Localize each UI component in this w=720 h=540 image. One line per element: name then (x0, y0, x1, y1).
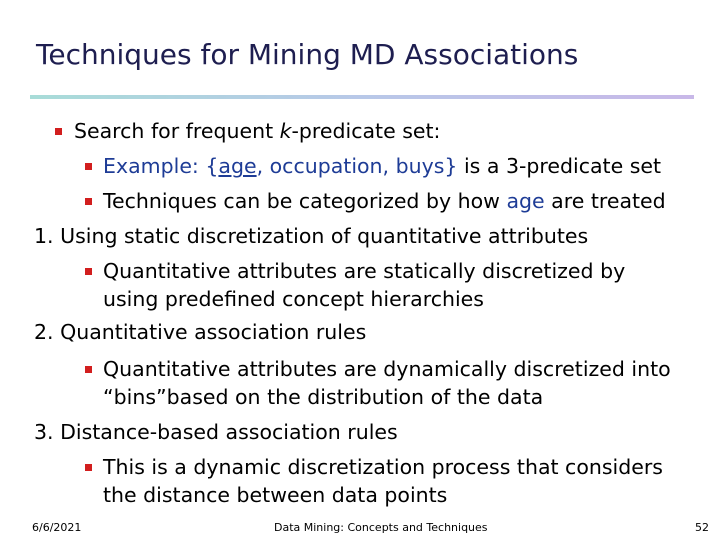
footer-date: 6/6/2021 (32, 521, 82, 534)
example-middle: , occupation, buys} (256, 154, 458, 178)
item-number: 1. (34, 224, 54, 248)
numbered-item-1 (34, 224, 588, 248)
example-prefix: Example: { (103, 154, 219, 178)
k-variable: k (279, 119, 292, 143)
sub-line-1: This is a dynamic discretization process that considers (103, 455, 663, 479)
square-bullet-icon (85, 198, 92, 205)
item-text: Using static discretization of quantitative attributes (60, 224, 589, 248)
square-bullet-icon (85, 366, 92, 373)
item-text: Distance-based association rules (60, 420, 398, 444)
item-3-sub-bullet (85, 455, 663, 479)
techniques-age: age (506, 189, 545, 213)
example-age: age (218, 154, 257, 178)
item-2-sub-bullet (85, 357, 671, 381)
example-suffix: is a 3-predicate set (457, 154, 662, 178)
sub-line-2: using predefined concept hierarchies (103, 287, 484, 311)
square-bullet-icon (85, 163, 92, 170)
footer-title: Data Mining: Concepts and Techniques (274, 521, 488, 534)
page-number: 52 (695, 521, 709, 534)
square-bullet-icon (85, 268, 92, 275)
item-1-sub-bullet (85, 259, 625, 283)
sub-line-2: “bins”based on the distribution of the data (103, 385, 544, 409)
item-2-sub-continuation (103, 385, 543, 409)
item-1-sub-continuation (103, 287, 484, 311)
bullet-search-text-before: Search for frequent (74, 119, 280, 143)
bullet-search-text-after: -predicate set: (291, 119, 441, 143)
item-3-sub-continuation (103, 483, 447, 507)
techniques-after: are treated (544, 189, 666, 213)
sub-line-1: Quantitative attributes are statically discretized by (103, 259, 626, 283)
item-number: 2. (34, 320, 54, 344)
slide-title: Techniques for Mining MD Associations (36, 38, 579, 71)
item-text: Quantitative association rules (60, 320, 367, 344)
square-bullet-icon (55, 128, 62, 135)
numbered-item-2 (34, 320, 366, 344)
sub-line-2: the distance between data points (103, 483, 448, 507)
techniques-before: Techniques can be categorized by how (103, 189, 507, 213)
title-divider (30, 95, 694, 99)
numbered-item-3 (34, 420, 398, 444)
item-number: 3. (34, 420, 54, 444)
square-bullet-icon (85, 464, 92, 471)
bullet-techniques (85, 189, 666, 213)
sub-line-1: Quantitative attributes are dynamically discretized into (103, 357, 671, 381)
bullet-search (55, 119, 440, 143)
bullet-example (85, 154, 661, 178)
